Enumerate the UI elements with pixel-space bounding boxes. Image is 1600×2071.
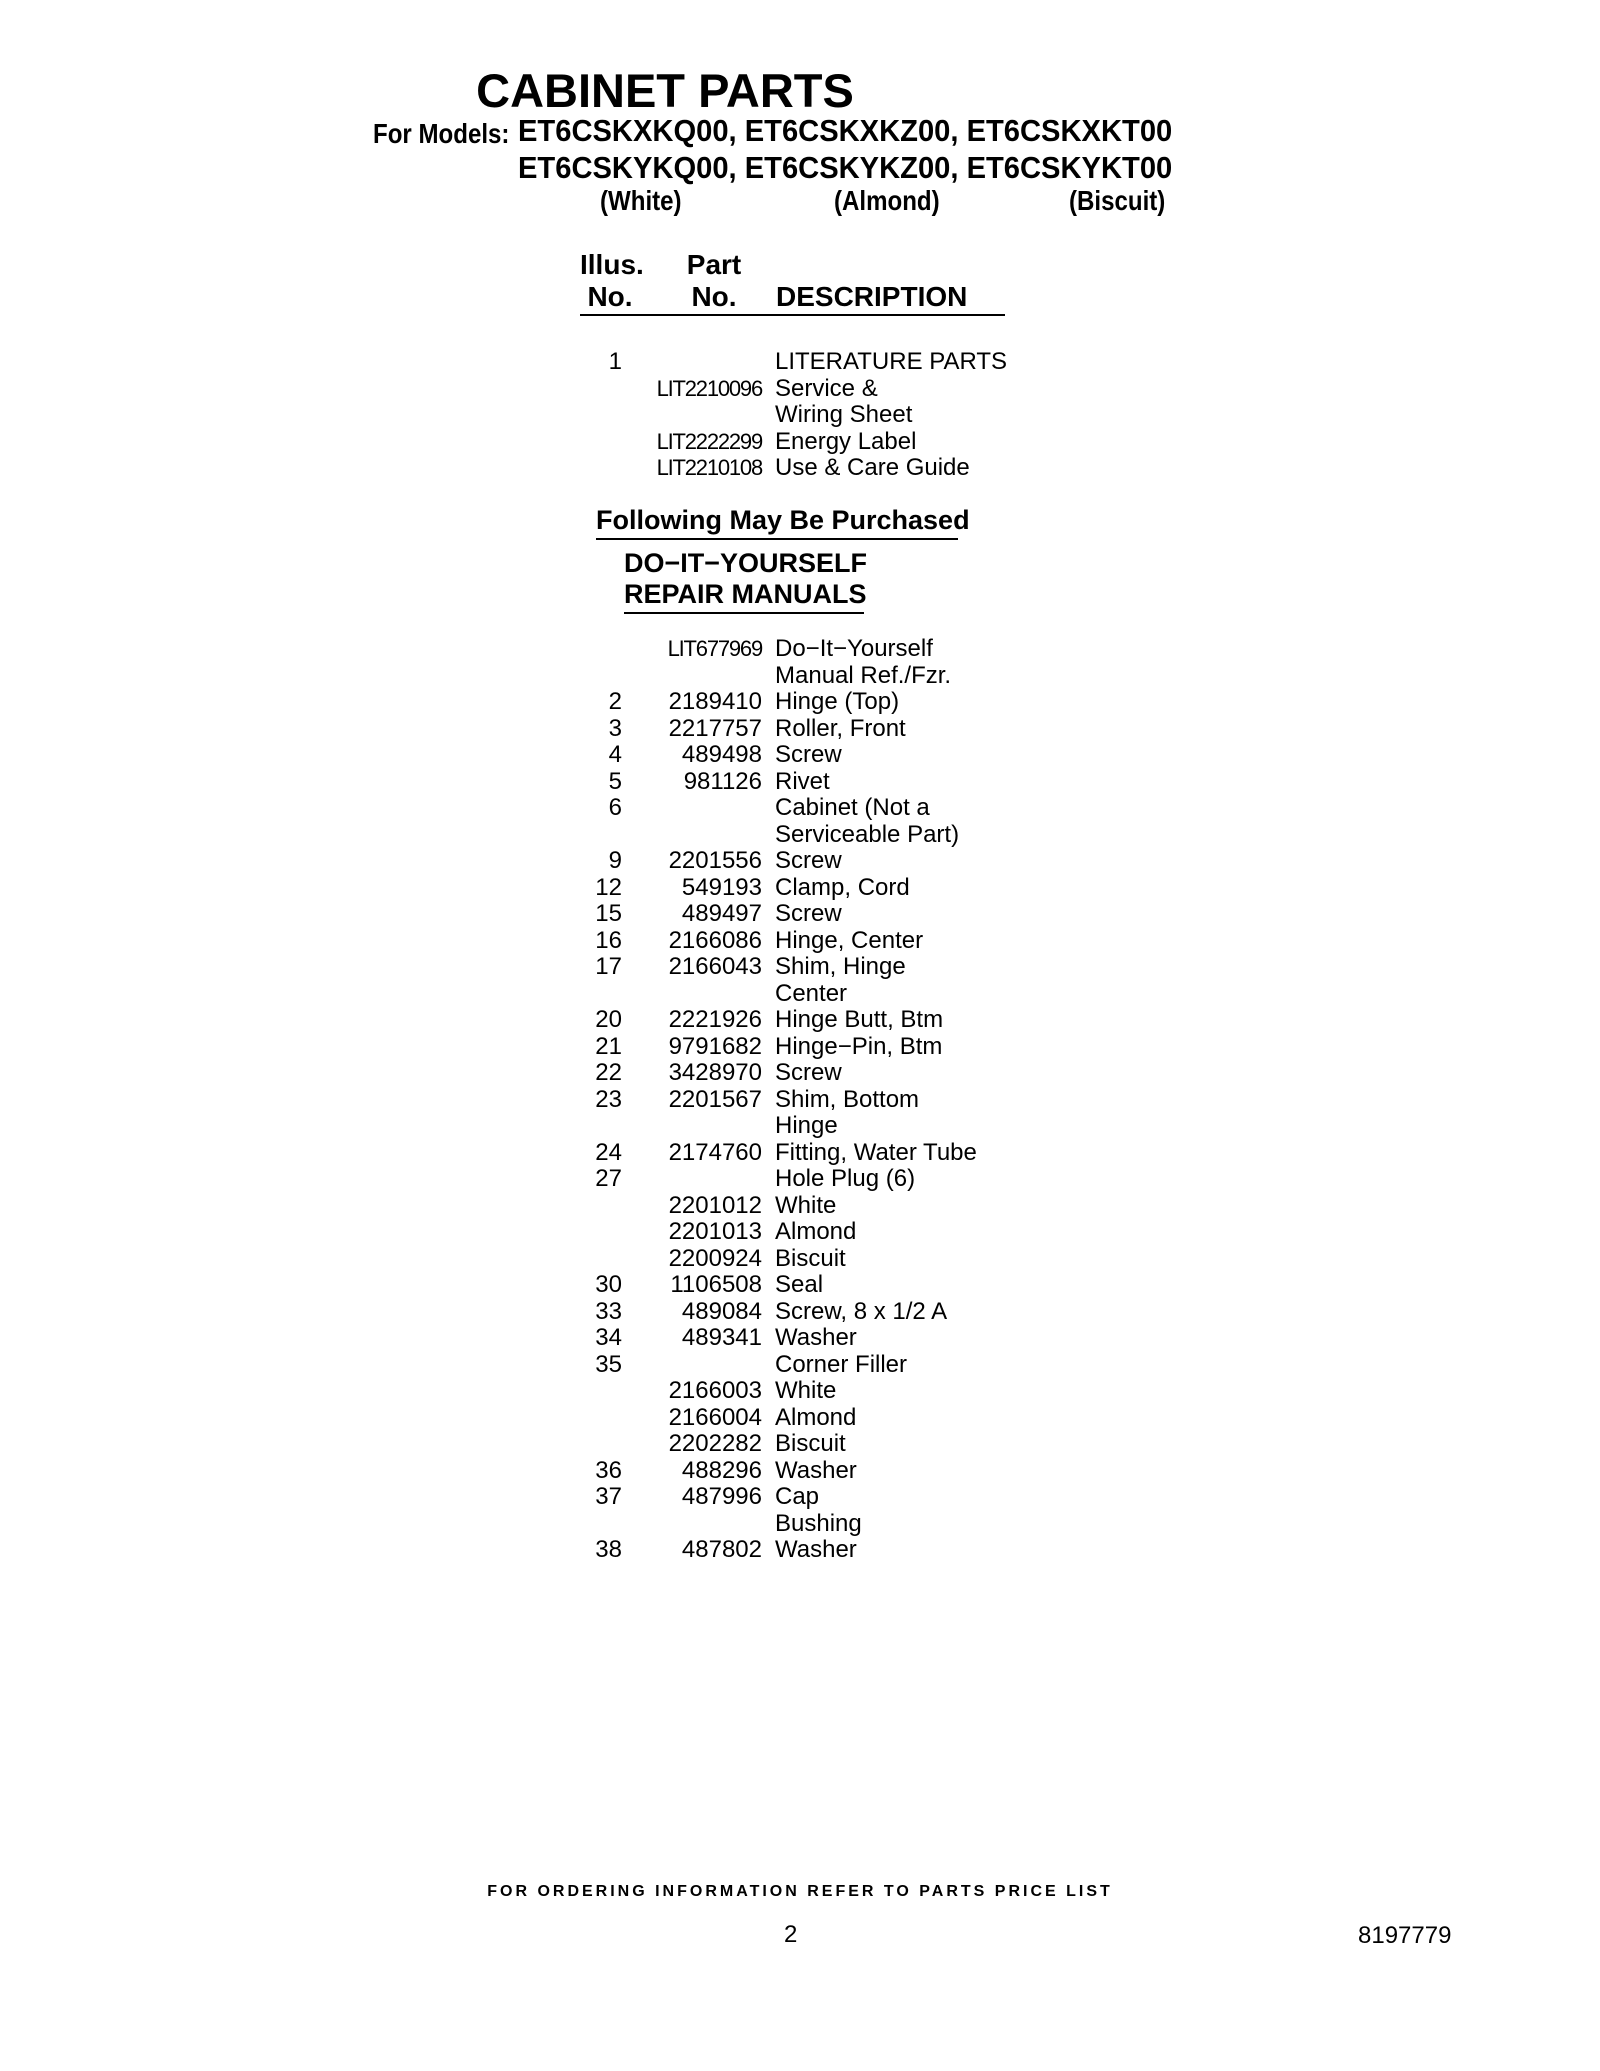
table-row xyxy=(0,348,1600,375)
table-row xyxy=(0,1165,1600,1192)
part-description: Almond xyxy=(775,1218,857,1245)
part-description: Washer xyxy=(775,1324,857,1351)
illus-number: 34 xyxy=(595,1324,622,1351)
table-row xyxy=(0,980,1600,1007)
part-description: Rivet xyxy=(775,767,830,795)
part-number: LIT2210108 xyxy=(656,455,762,480)
part-description: Hole Plug (6) xyxy=(775,1165,916,1192)
part-number: 981126 xyxy=(683,767,762,795)
part-description: Energy Label xyxy=(775,427,917,455)
part-number: 489341 xyxy=(681,1324,762,1351)
illus-number: 33 xyxy=(595,1297,622,1325)
table-row xyxy=(0,1086,1600,1113)
table-row xyxy=(0,821,1600,848)
purchase-heading: Following May Be Purchased xyxy=(596,505,970,535)
part-description: Washer xyxy=(775,1536,857,1563)
manuals-heading-line-2: REPAIR MANUALS xyxy=(624,579,867,609)
illus-number: 1 xyxy=(608,348,622,375)
part-number: LIT677969 xyxy=(667,636,762,661)
illus-number: 4 xyxy=(608,741,622,768)
illus-number: 27 xyxy=(595,1165,622,1192)
part-description: Biscuit xyxy=(775,1430,846,1457)
part-description: White xyxy=(775,1377,837,1404)
table-row xyxy=(0,874,1600,901)
table-row xyxy=(0,635,1600,662)
part-number: 489497 xyxy=(681,900,762,927)
part-description: Serviceable Part) xyxy=(775,820,960,848)
table-row xyxy=(0,953,1600,980)
color-almond: (Almond) xyxy=(834,185,940,216)
part-number: 2221926 xyxy=(668,1006,762,1033)
table-row xyxy=(0,662,1600,689)
part-description: Washer xyxy=(775,1456,857,1484)
part-header-line-1: Part xyxy=(686,249,742,280)
part-description: Hinge Butt, Btm xyxy=(775,1006,944,1033)
part-number: 2217757 xyxy=(668,714,762,742)
part-number: 487996 xyxy=(681,1483,762,1510)
illus-number: 2 xyxy=(608,688,622,715)
illus-number: 15 xyxy=(595,900,622,927)
illus-number: 30 xyxy=(595,1271,622,1298)
part-number: 2166004 xyxy=(668,1403,762,1431)
document-number: 8197779 xyxy=(1358,1922,1452,1949)
table-row xyxy=(0,1059,1600,1086)
illus-number: 3 xyxy=(608,714,622,742)
table-row xyxy=(0,1404,1600,1431)
part-description: Screw xyxy=(775,847,842,874)
part-description: Do−It−Yourself xyxy=(775,635,933,662)
table-row xyxy=(0,401,1600,428)
part-description: Hinge, Center xyxy=(775,926,924,954)
part-number: 549193 xyxy=(681,873,762,901)
part-description: Screw xyxy=(775,1059,842,1086)
illus-number: 20 xyxy=(595,1006,622,1033)
illus-number: 6 xyxy=(608,794,622,821)
purchase-heading-underline xyxy=(596,538,958,540)
part-number: 2166086 xyxy=(668,926,762,954)
part-description: White xyxy=(775,1191,837,1219)
table-row xyxy=(0,794,1600,821)
illus-number: 5 xyxy=(608,767,622,795)
color-white: (White) xyxy=(600,185,682,216)
part-number: 2200924 xyxy=(668,1244,762,1272)
illus-number: 16 xyxy=(595,926,622,954)
part-description: Hinge (Top) xyxy=(775,688,900,715)
part-number: 2174760 xyxy=(668,1138,762,1166)
table-row xyxy=(0,1139,1600,1166)
part-description: Cabinet (Not a xyxy=(775,794,930,821)
table-row xyxy=(0,1112,1600,1139)
part-number: 3428970 xyxy=(668,1059,762,1086)
models-line-1: ET6CSKXKQ00, ET6CSKXKZ00, ET6CSKXKT00 xyxy=(518,113,1173,148)
part-description: Screw, 8 x 1/2 A xyxy=(775,1297,948,1325)
part-number: LIT2210096 xyxy=(656,375,762,401)
part-description: Fitting, Water Tube xyxy=(775,1138,977,1166)
ordering-note: FOR ORDERING INFORMATION REFER TO PARTS PRICE LIST xyxy=(487,1883,1113,1900)
illus-number: 23 xyxy=(595,1085,622,1113)
table-row xyxy=(0,1006,1600,1033)
illus-header-line-2: No. xyxy=(587,281,633,312)
part-number: 2201013 xyxy=(668,1218,762,1245)
table-row xyxy=(0,715,1600,742)
illus-number: 37 xyxy=(595,1483,622,1510)
illus-number: 35 xyxy=(595,1350,622,1378)
part-number: 489084 xyxy=(681,1297,762,1325)
header-underline xyxy=(580,314,1005,316)
part-header-line-2: No. xyxy=(691,281,737,312)
table-row xyxy=(0,688,1600,715)
table-row xyxy=(0,1377,1600,1404)
part-description: Hinge−Pin, Btm xyxy=(775,1032,943,1060)
page-number: 2 xyxy=(784,1921,798,1948)
table-row xyxy=(0,847,1600,874)
part-description: Shim, Hinge xyxy=(775,953,906,980)
part-description: Clamp, Cord xyxy=(775,873,910,901)
part-description: Shim, Bottom xyxy=(775,1085,920,1113)
part-description: Wiring Sheet xyxy=(775,401,913,428)
part-description: Screw xyxy=(775,900,842,927)
illus-number: 38 xyxy=(595,1536,622,1563)
part-number: 2201012 xyxy=(668,1191,762,1219)
table-row xyxy=(0,768,1600,795)
table-row xyxy=(0,1430,1600,1457)
table-row xyxy=(0,1457,1600,1484)
for-models-label: For Models: xyxy=(373,118,510,149)
part-description: Hinge xyxy=(775,1112,838,1139)
table-row xyxy=(0,428,1600,455)
part-description: Biscuit xyxy=(775,1244,846,1272)
part-number: 487802 xyxy=(681,1536,762,1563)
illus-number: 36 xyxy=(595,1456,622,1484)
part-number: 489498 xyxy=(681,741,762,768)
table-row xyxy=(0,375,1600,402)
part-description: Center xyxy=(775,979,848,1007)
illus-number: 12 xyxy=(595,873,622,901)
table-row xyxy=(0,1351,1600,1378)
part-description: Manual Ref./Fzr. xyxy=(775,661,952,689)
illus-number: 21 xyxy=(595,1032,622,1060)
illus-number: 9 xyxy=(608,847,622,874)
part-number: 2201556 xyxy=(668,847,762,874)
manuals-heading-line-1: DO−IT−YOURSELF xyxy=(624,548,868,578)
part-number: 2166003 xyxy=(668,1377,762,1404)
part-number: 1106508 xyxy=(670,1271,762,1298)
illus-header-line-1: Illus. xyxy=(580,249,644,280)
part-description: Roller, Front xyxy=(775,714,906,742)
table-row xyxy=(0,1483,1600,1510)
table-row xyxy=(0,900,1600,927)
table-row xyxy=(0,1510,1600,1537)
color-biscuit: (Biscuit) xyxy=(1069,185,1166,216)
table-row xyxy=(0,927,1600,954)
table-row xyxy=(0,1033,1600,1060)
table-row xyxy=(0,1298,1600,1325)
illus-number: 22 xyxy=(595,1059,622,1086)
illus-number: 17 xyxy=(595,953,622,980)
part-description: LITERATURE PARTS xyxy=(775,348,1008,375)
part-number: 488296 xyxy=(681,1456,762,1484)
part-description: Service & xyxy=(775,374,878,402)
page-title: CABINET PARTS xyxy=(476,64,854,117)
part-number: LIT2222299 xyxy=(656,428,762,454)
table-row xyxy=(0,741,1600,768)
manuals-heading-underline xyxy=(624,612,864,614)
part-number: 2202282 xyxy=(668,1430,762,1457)
table-row xyxy=(0,454,1600,481)
table-row xyxy=(0,1324,1600,1351)
part-number: 9791682 xyxy=(668,1032,762,1060)
part-description: Almond xyxy=(775,1403,857,1431)
part-number: 2189410 xyxy=(668,688,762,715)
part-description: Seal xyxy=(775,1271,824,1298)
part-number: 2201567 xyxy=(668,1085,762,1113)
part-number: 2166043 xyxy=(668,953,762,980)
part-description: Bushing xyxy=(775,1509,862,1537)
table-row xyxy=(0,1271,1600,1298)
part-description: Screw xyxy=(775,741,842,768)
table-row xyxy=(0,1536,1600,1563)
models-line-2: ET6CSKYKQ00, ET6CSKYKZ00, ET6CSKYKT00 xyxy=(518,150,1173,185)
table-row xyxy=(0,1192,1600,1219)
table-row xyxy=(0,1245,1600,1272)
part-description: Corner Filler xyxy=(775,1350,908,1378)
part-description: Cap xyxy=(775,1483,820,1510)
description-header: DESCRIPTION xyxy=(776,281,968,312)
table-row xyxy=(0,1218,1600,1245)
illus-number: 24 xyxy=(595,1138,622,1166)
part-description: Use & Care Guide xyxy=(775,454,970,481)
